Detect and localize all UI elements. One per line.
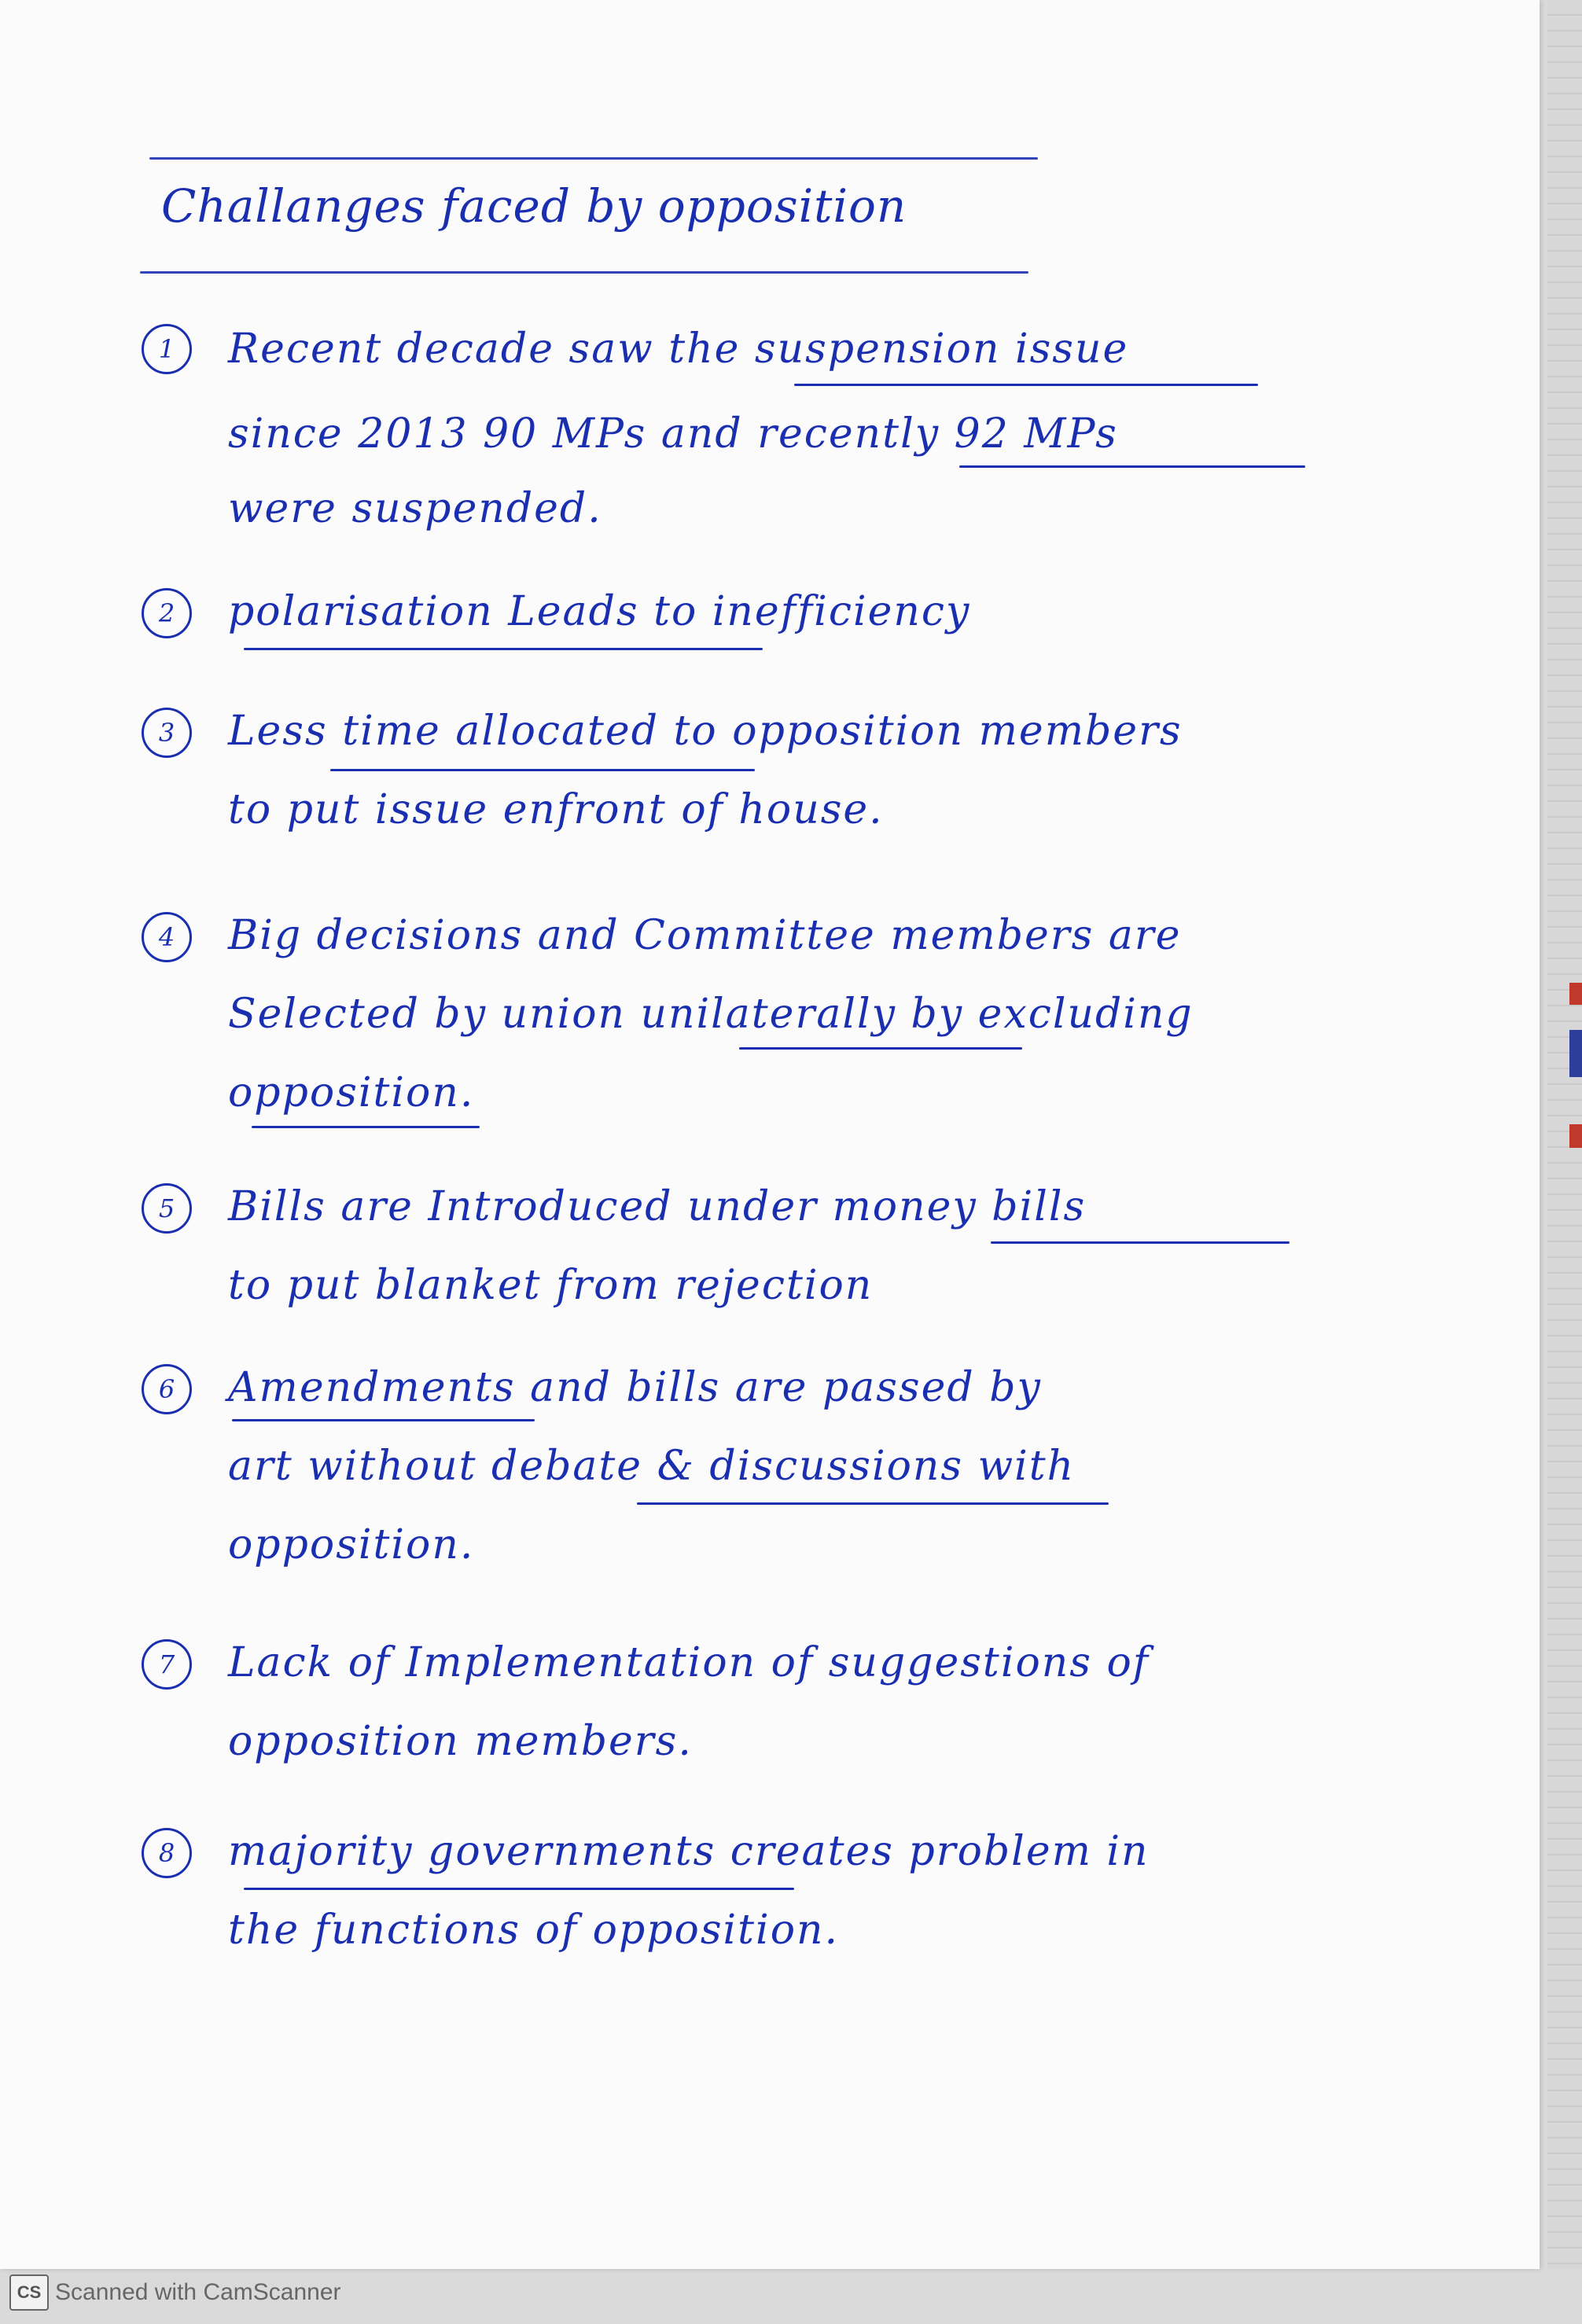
point-number-3: 3: [142, 708, 192, 758]
point-8-line-2: the functions of opposition.: [228, 1907, 840, 1954]
title-bottom-rule: [140, 271, 1028, 274]
point-1-line-1: Recent decade saw the suspension issue: [228, 325, 1129, 373]
point-number-2: 2: [142, 588, 192, 638]
point-number-1: 1: [142, 324, 192, 374]
point-1-underline-1: [794, 384, 1258, 386]
camscanner-watermark: [9, 2274, 341, 2311]
point-6-line-1: Amendments and bills are passed by: [228, 1364, 1042, 1411]
point-1-line-3: were suspended.: [228, 485, 602, 532]
point-number-8: 8: [142, 1828, 192, 1878]
point-7: [142, 1639, 1368, 1781]
watermark-text: Scanned with CamScanner: [55, 2279, 341, 2305]
title-top-rule: [149, 157, 1038, 160]
point-2: [142, 588, 1368, 651]
point-3-line-1: Less time allocated to opposition members: [228, 708, 1183, 755]
point-4-line-1: Big decisions and Committee members are: [228, 912, 1182, 959]
camscanner-logo-icon: CS: [9, 2274, 49, 2311]
point-8: [142, 1828, 1368, 1969]
point-1-underline-2: [959, 465, 1305, 468]
point-number-4: 4: [142, 912, 192, 962]
point-2-underline: [244, 648, 763, 650]
point-1: [142, 324, 1368, 532]
point-number-5: 5: [142, 1183, 192, 1234]
edge-mark-red-2: [1569, 1124, 1582, 1148]
point-3-line-2: to put issue enfront of house.: [228, 786, 884, 833]
point-4-line-2: Selected by union unilaterally by excluding: [228, 991, 1194, 1038]
page-title: Challanges faced by opposition: [161, 179, 907, 233]
point-4: [142, 912, 1368, 1132]
point-7-line-2: opposition members.: [228, 1718, 693, 1765]
point-5-line-2: to put blanket from rejection: [228, 1262, 874, 1309]
point-8-line-1: majority governments creates problem in: [228, 1828, 1150, 1875]
edge-mark-blue: [1569, 1030, 1582, 1077]
point-6-underline-1: [232, 1419, 535, 1421]
point-3-underline: [330, 769, 755, 771]
point-5-underline: [991, 1241, 1290, 1244]
point-6: [142, 1364, 1368, 1592]
point-4-line-3: opposition.: [228, 1069, 475, 1116]
point-number-6: 6: [142, 1364, 192, 1414]
point-6-underline-2: [637, 1502, 1109, 1505]
point-6-line-2: art without debate & discussions with: [228, 1443, 1076, 1490]
point-4-underline-2: [252, 1126, 480, 1128]
point-6-line-3: opposition.: [228, 1521, 475, 1568]
point-5: [142, 1183, 1368, 1325]
point-7-line-1: Lack of Implementation of suggestions of: [228, 1639, 1150, 1686]
point-8-underline: [244, 1888, 794, 1890]
point-5-line-1: Bills are Introduced under money bills: [228, 1183, 1087, 1230]
point-number-7: 7: [142, 1639, 192, 1690]
point-3: [142, 708, 1368, 849]
point-1-line-2: since 2013 90 MPs and recently 92 MPs: [228, 410, 1118, 458]
point-2-line-1: polarisation Leads to inefficiency: [228, 588, 971, 635]
point-4-underline-1: [739, 1047, 1022, 1050]
edge-mark-red: [1569, 983, 1582, 1005]
